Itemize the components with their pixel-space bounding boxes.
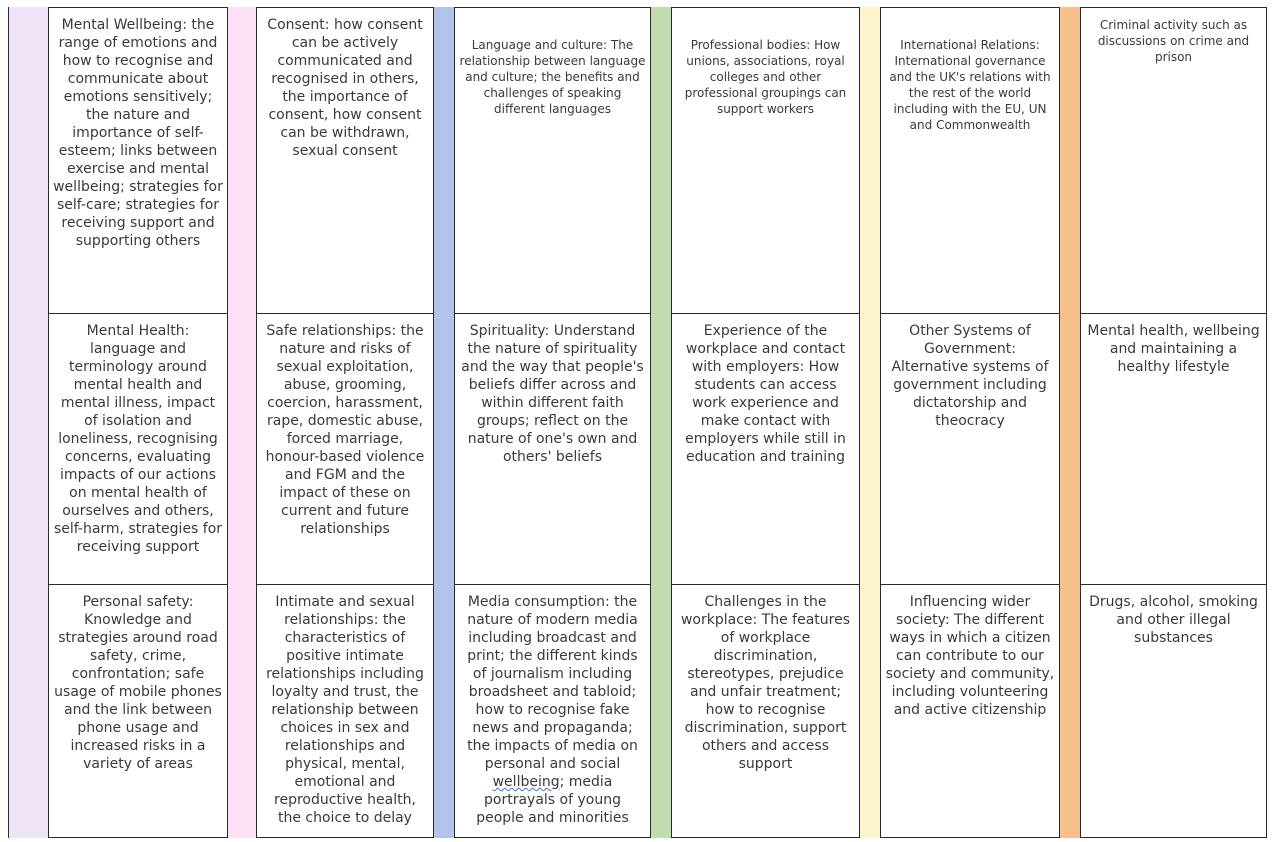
cell-healthy-lifestyle xyxy=(1080,313,1267,585)
color-strip-5 xyxy=(859,7,881,838)
cell-text: Language and culture: The relationship between language and culture; the benefits and challenges of speaking different languages xyxy=(459,38,646,116)
cell-text: Personal safety: Knowledge and strategies around road safety, crime, confrontation; safe usage of mobile phones and the link between phone usage and increased risks in a variety of areas xyxy=(54,594,222,772)
cell-text: Mental Health: language and terminology around mental health and mental illness, impact of isolation and loneliness, recognising concerns, evaluating impacts of our actions on mental health of ourselves and others, self-harm, strategies for receiving support xyxy=(53,323,223,555)
cell-text xyxy=(459,593,646,827)
cell-text: Safe relationships: the nature and risks of sexual exploitation, abuse, grooming, coercion, harassment, rape, domestic abuse, forced marriage, honour-based violence and FGM and the impact of these on current and future relationships xyxy=(265,323,425,537)
color-strip-2 xyxy=(227,7,257,838)
cell-criminal-activity xyxy=(1080,7,1267,314)
cell-text: Mental health, wellbeing and maintaining a healthy lifestyle xyxy=(1087,323,1260,375)
cell-influencing-society xyxy=(880,584,1060,838)
cell-text: Experience of the workplace and contact with employers: How students can access work experience and make contact with employers while still in education and training xyxy=(685,323,846,465)
cell-international-relations xyxy=(880,7,1060,314)
cell-media-consumption xyxy=(454,584,651,838)
cell-text: Mental Wellbeing: the range of emotions and how to recognise and communicate about emotions sensitively; the nature and importance of self-esteem; links between exercise and mental wellbeing; strategies for self-care; strategies for receiving support and supporting others xyxy=(53,17,223,249)
color-strip-4 xyxy=(650,7,672,838)
cell-personal-safety xyxy=(48,584,228,838)
cell-safe-relationships xyxy=(256,313,434,585)
cell-drugs-alcohol xyxy=(1080,584,1267,838)
color-strip-1 xyxy=(8,7,49,838)
cell-text: Criminal activity such as discussions on crime and prison xyxy=(1097,18,1250,64)
cell-text: Drugs, alcohol, smoking and other illegal substances xyxy=(1089,594,1258,646)
cell-text: Challenges in the workplace: The features of workplace discrimination, stereotypes, prejudice and unfair treatment; how to recognise discrimination, support others and access support xyxy=(680,594,851,772)
cell-workplace-experience xyxy=(671,313,860,585)
cell-professional-bodies xyxy=(671,7,860,314)
cell-text: Consent: how consent can be actively communicated and recognised in others, the importance of consent, how consent can be withdrawn, sexual consent xyxy=(267,17,423,159)
cell-text: Intimate and sexual relationships: the characteristics of positive intimate relationships including loyalty and trust, the relationship between choices in sex and relationships and physical, mental, emotional and reproductive health, the choice to delay xyxy=(266,594,424,826)
cell-mental-health xyxy=(48,313,228,585)
cell-text-part: Media consumption: the nature of modern media including broadcast and print; the different kinds of journalism including broadsheet and tabloid; how to recognise fake news and propaganda; the impacts of media on personal and social xyxy=(467,594,638,772)
cell-text: Professional bodies: How unions, associations, royal colleges and other professional groupings can support workers xyxy=(684,38,847,116)
cell-text: Influencing wider society: The different ways in which a citizen can contribute to our society and community, including volunteering and active citizenship xyxy=(885,594,1055,718)
cell-language-culture xyxy=(454,7,651,314)
cell-text-part: ; media portrayals of young people and minorities xyxy=(476,774,629,826)
color-strip-3 xyxy=(433,7,455,838)
cell-text: International Relations: International governance and the UK's relations with the rest of the world including with the EU, UN and Commonwealth xyxy=(889,38,1051,132)
cell-workplace-challenges xyxy=(671,584,860,838)
cell-text: Other Systems of Government: Alternative systems of government including dictatorship and theocracy xyxy=(891,323,1049,429)
cell-text: Spirituality: Understand the nature of spirituality and the way that people's beliefs differ across and within different faith groups; reflect on the nature of one's own and others' beliefs xyxy=(461,323,644,465)
cell-intimate-relationships xyxy=(256,584,434,838)
cell-consent xyxy=(256,7,434,314)
cell-mental-wellbeing xyxy=(48,7,228,314)
topic-grid xyxy=(8,7,1267,838)
spelling-flag: wellbeing xyxy=(492,774,560,790)
color-strip-6 xyxy=(1059,7,1081,838)
cell-systems-of-government xyxy=(880,313,1060,585)
cell-spirituality xyxy=(454,313,651,585)
